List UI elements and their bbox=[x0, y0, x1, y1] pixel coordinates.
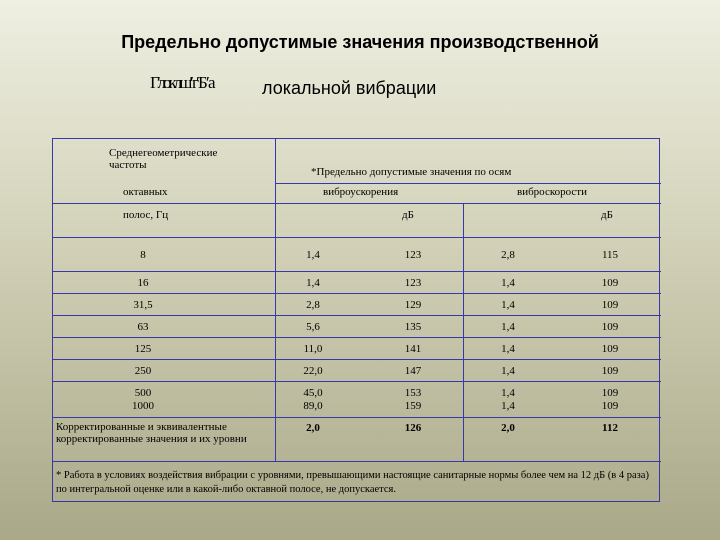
table-footnote: * Работа в условиях воздействия вибрации с уровнями, превышающими настоящие санитарные нормы более чем на 12 дБ (в 4 раза) по интегральной оценке или в какой-либо октавной полосе, не допускается. bbox=[56, 470, 649, 495]
velocity-header: виброскорости bbox=[517, 186, 587, 198]
acceleration-db-unit: дБ bbox=[402, 209, 414, 221]
page-subtitle: локальной вибрации bbox=[262, 78, 437, 98]
freq-header-line2: частоты bbox=[109, 159, 147, 171]
vibration-limits-table: Среднегеометрические частоты октавных полос, Гц *Предельно допустимые значения по осям виброускорения виброскорости дБ дБ 8 1,4 123 2,8 115 16 1,4 123 1,4 109 31,5 2,8 129 1,4 109 63 5,6 135 1,4 109 125 11,0 141 1,4 109 250 22,0 147 1,4 109 500 45,0 153 1,4 109 1000 89,0 159 1,4 109 Корректированные и эквивалентные корректированные значения и их уровни 2,0 126 2,0 112 * Работа в условиях воздействия вибрации с уровнями, превышающими настоящие санитарные нормы более чем на 12 дБ (в 4 раза) по интегральной оценке или в какой-либо октавной полосе, не допускается. bbox=[52, 138, 660, 502]
title-garbled-symbols: Г′локлш′′ г′ Б ′ а bbox=[150, 73, 213, 92]
page-title: Предельно допустимые значения производственной bbox=[121, 32, 599, 52]
freq-header-line1: Среднегеометрические bbox=[109, 147, 218, 159]
freq-header-line3: октавных bbox=[123, 186, 168, 198]
freq-header-line4: полос, Гц bbox=[123, 209, 169, 221]
limits-header: *Предельно допустимые значения по осям bbox=[311, 166, 512, 178]
velocity-db-unit: дБ bbox=[601, 209, 613, 221]
acceleration-header: виброускорения bbox=[323, 186, 399, 198]
